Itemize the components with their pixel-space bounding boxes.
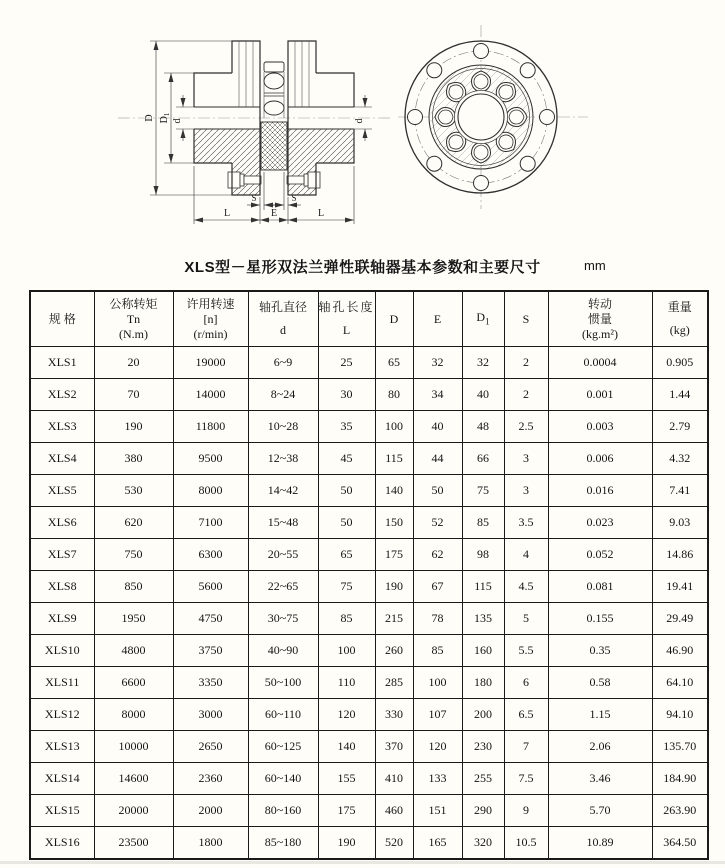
cell-speed: 19000 [173,347,248,379]
cell-inertia: 0.081 [548,571,652,603]
cell-D1: 98 [462,539,504,571]
header-spec: 规 格 [30,291,94,347]
cell-weight: 1.44 [652,379,708,411]
dim-L-left-label: L [223,208,231,219]
cell-torque: 850 [94,571,173,603]
cell-spec: XLS4 [30,443,94,475]
cell-bore-diameter: 60~110 [248,699,318,731]
cell-D1: 255 [462,763,504,795]
header-bore-length [318,291,375,347]
cell-weight: 135.70 [652,731,708,763]
cell-E: 78 [413,603,462,635]
cell-bore-diameter: 30~75 [248,603,318,635]
cell-speed: 14000 [173,379,248,411]
dim-S-left-label: S [251,193,257,203]
cell-inertia: 5.70 [548,795,652,827]
cell-weight: 184.90 [652,763,708,795]
cell-weight: 29.49 [652,603,708,635]
cell-D1: 290 [462,795,504,827]
cell-bore-diameter: 60~140 [248,763,318,795]
cell-E: 85 [413,635,462,667]
cell-bore-diameter: 10~28 [248,411,318,443]
cell-torque: 190 [94,411,173,443]
cell-inertia: 0.003 [548,411,652,443]
cell-speed: 3350 [173,667,248,699]
header-speed-l3: (r/min) [193,326,228,341]
cell-speed: 8000 [173,475,248,507]
cell-spec: XLS1 [30,347,94,379]
cell-bore-length: 190 [318,827,375,860]
cell-inertia: 0.023 [548,507,652,539]
cell-bore-diameter: 8~24 [248,379,318,411]
cell-bore-length: 35 [318,411,375,443]
cell-weight: 7.41 [652,475,708,507]
cell-spec: XLS12 [30,699,94,731]
header-bore-diameter [248,291,318,347]
cell-S: 3 [504,443,548,475]
cell-bore-length: 110 [318,667,375,699]
cell-speed: 2650 [173,731,248,763]
cell-S: 2.5 [504,411,548,443]
dim-D1-main: D [159,116,170,124]
table-row [30,699,708,731]
cell-weight: 9.03 [652,507,708,539]
table-row [30,507,708,539]
cell-bore-length: 120 [318,699,375,731]
header-weight-l2: (kg) [669,323,690,337]
cell-E: 40 [413,411,462,443]
cell-spec: XLS11 [30,667,94,699]
header-speed [173,291,248,347]
spec-table [29,290,709,860]
cell-torque: 8000 [94,699,173,731]
cell-spec: XLS15 [30,795,94,827]
cell-speed: 2000 [173,795,248,827]
cell-D: 100 [375,411,413,443]
cell-bore-length: 30 [318,379,375,411]
cell-S: 2 [504,347,548,379]
cell-inertia: 2.06 [548,731,652,763]
cell-torque: 1950 [94,603,173,635]
header-E: E [413,291,462,347]
dim-L-right-label: L [317,208,325,219]
cell-speed: 6300 [173,539,248,571]
cell-spec: XLS13 [30,731,94,763]
cell-bore-length: 85 [318,603,375,635]
cell-S: 4.5 [504,571,548,603]
cell-S: 7.5 [504,763,548,795]
cell-D: 190 [375,571,413,603]
cell-bore-length: 75 [318,571,375,603]
dim-S-right-label: S [291,193,297,203]
cell-speed: 2360 [173,763,248,795]
cell-spec: XLS16 [30,827,94,860]
header-bore-l-l2: L [342,323,351,337]
table-row [30,379,708,411]
cell-D: 175 [375,539,413,571]
cell-D: 370 [375,731,413,763]
header-bore-d-l2: d [280,323,286,337]
cell-inertia: 0.006 [548,443,652,475]
cell-D: 285 [375,667,413,699]
cell-speed: 1800 [173,827,248,860]
cell-D: 215 [375,603,413,635]
header-torque-l1: 公称转矩 [109,296,158,311]
cell-torque: 620 [94,507,173,539]
cell-D1: 75 [462,475,504,507]
header-speed-l1: 许用转速 [186,296,235,311]
cell-spec: XLS9 [30,603,94,635]
cell-D: 260 [375,635,413,667]
cell-inertia: 0.35 [548,635,652,667]
table-row [30,539,708,571]
cell-E: 151 [413,795,462,827]
cell-bore-diameter: 60~125 [248,731,318,763]
cell-speed: 5600 [173,571,248,603]
cell-bore-diameter: 80~160 [248,795,318,827]
cell-E: 32 [413,347,462,379]
header-D: D [375,291,413,347]
cell-S: 7 [504,731,548,763]
cell-D: 410 [375,763,413,795]
header-inertia [548,291,652,347]
header-D1 [462,291,504,347]
cell-weight: 263.90 [652,795,708,827]
cell-inertia: 0.052 [548,539,652,571]
cell-D: 460 [375,795,413,827]
cell-weight: 19.41 [652,571,708,603]
cell-spec: XLS5 [30,475,94,507]
cell-speed: 11800 [173,411,248,443]
cell-S: 5.5 [504,635,548,667]
cell-torque: 750 [94,539,173,571]
section-view [144,41,372,224]
cell-torque: 70 [94,379,173,411]
cell-bore-diameter: 22~65 [248,571,318,603]
table-row [30,827,708,860]
table-row [30,763,708,795]
cell-D1: 66 [462,443,504,475]
cell-bore-diameter: 85~180 [248,827,318,860]
cell-inertia: 10.89 [548,827,652,860]
header-inertia-l3: (kg.m²) [582,326,618,341]
cell-E: 165 [413,827,462,860]
cell-D: 65 [375,347,413,379]
cell-bore-diameter: 6~9 [248,347,318,379]
cell-bore-length: 65 [318,539,375,571]
cell-D1: 180 [462,667,504,699]
cell-torque: 530 [94,475,173,507]
flange-face-lines [239,41,309,107]
table-row [30,635,708,667]
header-bore-l-l1: 轴孔长度 [318,300,375,314]
cell-torque: 10000 [94,731,173,763]
cell-D1: 200 [462,699,504,731]
header-bore-d-l1: 轴孔直径 [258,300,307,314]
cell-D1: 48 [462,411,504,443]
cell-inertia: 0.0004 [548,347,652,379]
cell-torque: 23500 [94,827,173,860]
cell-weight: 14.86 [652,539,708,571]
table-row [30,667,708,699]
cell-weight: 2.79 [652,411,708,443]
cell-bore-length: 175 [318,795,375,827]
cell-S: 4 [504,539,548,571]
dim-D-label: D [144,114,155,122]
cell-inertia: 1.15 [548,699,652,731]
cell-inertia: 0.58 [548,667,652,699]
unit-label: mm [584,258,606,273]
cell-weight: 46.90 [652,635,708,667]
cell-bore-length: 155 [318,763,375,795]
cell-bore-diameter: 14~42 [248,475,318,507]
cell-bore-diameter: 15~48 [248,507,318,539]
header-D1-sub: 1 [485,316,490,327]
cell-E: 34 [413,379,462,411]
cell-S: 3 [504,475,548,507]
cell-speed: 3750 [173,635,248,667]
table-row [30,731,708,763]
cell-spec: XLS10 [30,635,94,667]
table-row [30,795,708,827]
cell-bore-length: 100 [318,635,375,667]
cell-D: 520 [375,827,413,860]
cell-spec: XLS2 [30,379,94,411]
header-S: S [504,291,548,347]
cell-torque: 20000 [94,795,173,827]
cell-torque: 14600 [94,763,173,795]
cell-spec: XLS3 [30,411,94,443]
header-weight [652,291,708,347]
cell-D1: 40 [462,379,504,411]
dim-D1-label [159,112,171,123]
cell-inertia: 3.46 [548,763,652,795]
header-weight-l1: 重量 [667,300,692,314]
cell-bore-diameter: 50~100 [248,667,318,699]
cell-spec: XLS6 [30,507,94,539]
cell-S: 6.5 [504,699,548,731]
cell-S: 9 [504,795,548,827]
coupling-technical-drawing [0,0,725,252]
header-speed-l2: [n] [203,311,218,326]
cell-D1: 32 [462,347,504,379]
table-row [30,347,708,379]
cell-D: 115 [375,443,413,475]
page-title: XLS型－星形双法兰弹性联轴器基本参数和主要尺寸 [184,259,541,276]
cell-speed: 7100 [173,507,248,539]
cell-E: 133 [413,763,462,795]
cell-weight: 364.50 [652,827,708,860]
cell-D: 150 [375,507,413,539]
dim-d-right-label: d [354,118,365,124]
table-row [30,443,708,475]
cell-S: 3.5 [504,507,548,539]
cell-E: 50 [413,475,462,507]
bore-circle [458,94,504,140]
table-row [30,571,708,603]
cell-E: 107 [413,699,462,731]
cell-spec: XLS7 [30,539,94,571]
dim-d-left-label: d [172,118,183,124]
cell-bore-length: 140 [318,731,375,763]
cell-D1: 320 [462,827,504,860]
cell-torque: 20 [94,347,173,379]
cell-D1: 115 [462,571,504,603]
table-row [30,475,708,507]
cell-E: 67 [413,571,462,603]
cell-weight: 0.905 [652,347,708,379]
cell-E: 62 [413,539,462,571]
cell-D: 140 [375,475,413,507]
cell-D1: 135 [462,603,504,635]
cell-S: 2 [504,379,548,411]
cell-inertia: 0.155 [548,603,652,635]
cell-E: 52 [413,507,462,539]
cell-D1: 160 [462,635,504,667]
cell-bore-diameter: 12~38 [248,443,318,475]
cell-D: 80 [375,379,413,411]
header-torque [94,291,173,347]
cell-torque: 380 [94,443,173,475]
cell-bore-length: 50 [318,507,375,539]
cell-S: 5 [504,603,548,635]
cell-bore-diameter: 40~90 [248,635,318,667]
cell-bore-length: 50 [318,475,375,507]
cell-spec: XLS8 [30,571,94,603]
cell-speed: 3000 [173,699,248,731]
header-inertia-l1: 转动 [587,296,612,311]
cell-S: 10.5 [504,827,548,860]
header-torque-l2: Tn [126,311,141,326]
cell-inertia: 0.016 [548,475,652,507]
header-torque-l3: (N.m) [119,326,148,341]
cell-speed: 4750 [173,603,248,635]
cell-E: 100 [413,667,462,699]
cell-D1: 230 [462,731,504,763]
elastic-element-section [261,62,287,170]
dim-E-label: E [270,208,278,219]
table-row [30,603,708,635]
cell-S: 6 [504,667,548,699]
cell-weight: 94.10 [652,699,708,731]
header-inertia-l2: 惯量 [587,311,612,326]
cell-weight: 64.10 [652,667,708,699]
cell-E: 44 [413,443,462,475]
cell-speed: 9500 [173,443,248,475]
cell-weight: 4.32 [652,443,708,475]
cell-bore-diameter: 20~55 [248,539,318,571]
header-D1-main: D [476,310,486,325]
cell-D1: 85 [462,507,504,539]
cell-torque: 6600 [94,667,173,699]
cell-bore-length: 45 [318,443,375,475]
table-header [30,291,708,347]
cell-inertia: 0.001 [548,379,652,411]
cell-bore-length: 25 [318,347,375,379]
cell-torque: 4800 [94,635,173,667]
scan-edge-artifact [0,861,725,864]
cell-D: 330 [375,699,413,731]
cell-spec: XLS14 [30,763,94,795]
cell-E: 120 [413,731,462,763]
table-body [30,347,708,860]
table-row [30,411,708,443]
dim-D1-sub: 1 [163,112,171,117]
